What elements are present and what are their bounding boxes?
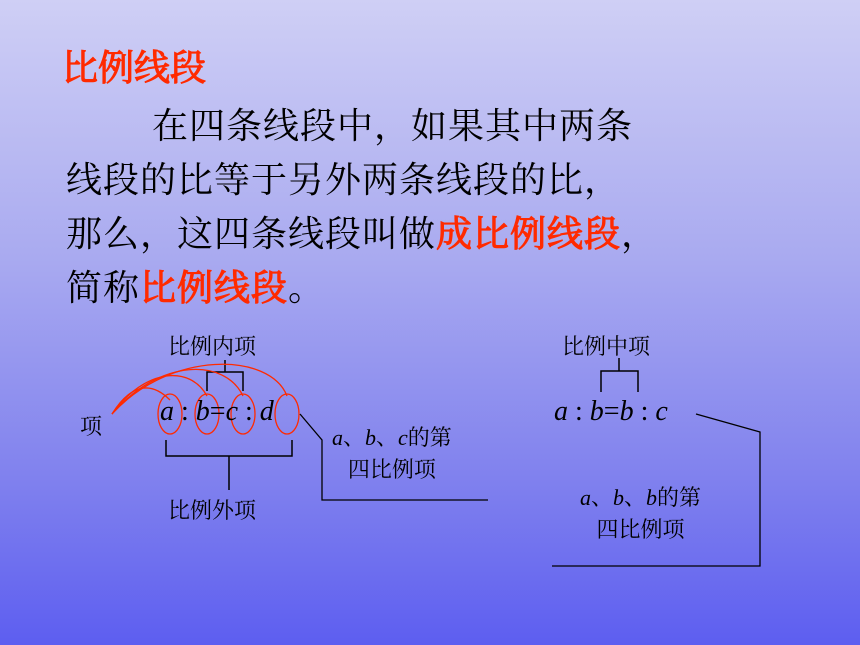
eq-colon-2: : xyxy=(238,396,260,427)
highlight-term-proportional-segments: 成比例线段 xyxy=(436,214,622,255)
eq2-term-b2: b xyxy=(619,396,634,427)
line4-text: 简称 xyxy=(66,268,141,309)
eq2-term-b: b xyxy=(589,396,604,427)
highlight-term-short-name: 比例线段 xyxy=(140,268,289,309)
note2-var-b2: b xyxy=(646,485,658,510)
eq2-equals: = xyxy=(603,396,620,427)
eq-term-c: c xyxy=(225,396,239,427)
outer-terms-label: 比例外项 xyxy=(168,499,257,524)
note-var-b: b xyxy=(365,425,377,450)
eq2-term-a: a xyxy=(554,396,568,427)
right-note-line-1 xyxy=(580,482,701,514)
note2-tail: 的第 xyxy=(657,485,702,510)
note2-sep-1: 、 xyxy=(591,485,614,510)
circle-d xyxy=(275,394,299,434)
term-label: 项 xyxy=(80,415,103,440)
eq-term-d: d xyxy=(259,396,274,427)
eq-equals: = xyxy=(209,396,226,427)
slide-title: 比例线段 xyxy=(62,48,207,89)
note2-sep-2: 、 xyxy=(624,485,647,510)
left-proportion-equation xyxy=(160,396,274,428)
left-fourth-term-note xyxy=(332,422,452,486)
eq-colon-1: : xyxy=(174,396,196,427)
left-note-line-1 xyxy=(332,422,452,454)
note-sep-2: 、 xyxy=(376,425,399,450)
note-var-a: a xyxy=(332,425,343,450)
note2-var-b: b xyxy=(613,485,625,510)
note-var-c: c xyxy=(398,425,408,450)
line3-text: 那么，这四条线段叫做 xyxy=(66,214,437,255)
right-note-line-2: 四比例项 xyxy=(596,517,685,542)
inner-terms-label: 比例内项 xyxy=(168,335,257,360)
paragraph-line-2: 线段的比等于另外两条线段的比， xyxy=(66,160,622,201)
right-fourth-term-note xyxy=(580,482,701,546)
line3-punct: ， xyxy=(621,214,659,255)
note-tail: 的第 xyxy=(407,425,452,450)
eq-term-b: b xyxy=(195,396,210,427)
note-sep-1: 、 xyxy=(343,425,366,450)
mean-term-bracket xyxy=(601,371,638,392)
paragraph-line-1: 在四条线段中，如果其中两条 xyxy=(152,106,634,147)
eq2-colon-1: : xyxy=(568,396,590,427)
mean-term-label: 比例中项 xyxy=(562,335,651,360)
left-note-line-2: 四比例项 xyxy=(347,457,436,482)
note2-var-a: a xyxy=(580,485,591,510)
line4-punct: 。 xyxy=(288,268,326,309)
outer-terms-bracket xyxy=(166,440,292,456)
eq2-term-c: c xyxy=(655,396,668,427)
eq2-colon-2: : xyxy=(633,396,656,427)
right-proportion-equation xyxy=(554,396,668,428)
eq-term-a: a xyxy=(160,396,174,427)
